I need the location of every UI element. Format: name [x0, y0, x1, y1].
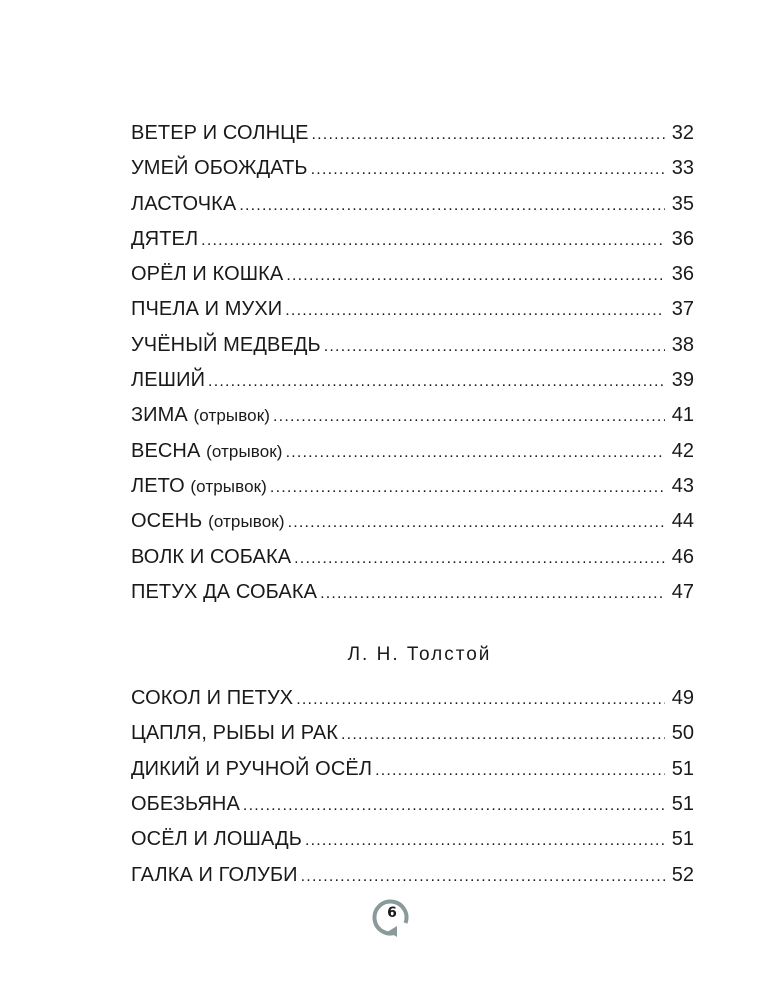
toc-entry — [131, 716, 694, 751]
toc-entry-title-text: ЦАПЛЯ, РЫБЫ И РАК — [131, 722, 339, 745]
toc-entry-title-text: ДЯТЕЛ — [131, 227, 199, 250]
toc-entry-title-text: ОСЁЛ И ЛОШАДЬ — [131, 828, 302, 851]
toc-entry-page: 44 — [671, 510, 694, 533]
toc-entry-title-text: ЛЕШИЙ — [131, 369, 206, 392]
toc-entry-title-text: ГАЛКА И ГОЛУБИ — [131, 863, 298, 886]
toc-entry-title — [131, 363, 205, 398]
toc-entry-title — [131, 716, 338, 751]
toc-entry-page: 47 — [671, 580, 694, 603]
dot-leader — [201, 223, 665, 258]
toc-entry-title-text: ПЕТУХ ДА СОБАКА — [131, 580, 318, 603]
toc-entry-page: 52 — [671, 863, 694, 886]
toc-entry-title-text: УЧЁНЫЙ МЕДВЕДЬ — [131, 333, 321, 356]
toc-entry-title — [131, 222, 198, 257]
toc-entry — [131, 328, 694, 363]
toc-entry-title-text: ОСЕНЬ — [131, 510, 203, 533]
toc-entry-title — [131, 822, 302, 857]
toc-entry — [131, 504, 694, 539]
dot-leader — [270, 470, 665, 505]
toc-entry-title-text: ОБЕЗЬЯНА — [131, 793, 240, 816]
dot-leader — [341, 717, 665, 752]
toc-entry-title — [131, 681, 293, 716]
toc-entry-title — [131, 116, 309, 151]
toc-entry-title-text: ЛАСТОЧКА — [131, 192, 237, 215]
page-number-badge — [372, 896, 412, 938]
dot-leader — [375, 753, 665, 788]
toc-entry-page: 49 — [671, 687, 694, 710]
table-of-contents — [131, 116, 694, 893]
toc-entry — [131, 398, 694, 433]
dot-leader — [286, 258, 665, 293]
toc-entry — [131, 822, 694, 857]
toc-group-2 — [131, 681, 694, 893]
toc-entry — [131, 151, 694, 186]
toc-entry-page: 36 — [671, 263, 694, 286]
toc-entry-page: 43 — [671, 474, 694, 497]
toc-entry-title-text: ВЕСНА — [131, 439, 201, 462]
dot-leader — [296, 682, 665, 717]
toc-entry-page: 39 — [671, 369, 694, 392]
toc-entry — [131, 752, 694, 787]
toc-entry-title-text: ОРЁЛ И КОШКА — [131, 263, 284, 286]
toc-entry-title — [131, 434, 283, 469]
toc-entry — [131, 681, 694, 716]
dot-leader — [288, 505, 665, 540]
toc-entry-title-text: ЛЕТО — [131, 474, 185, 497]
toc-entry-title-text: ЗИМА — [131, 404, 188, 427]
toc-entry-title-text: ВЕТЕР И СОЛНЦЕ — [131, 122, 309, 144]
toc-entry-title — [131, 540, 291, 575]
toc-entry-note: (отрывок) — [193, 406, 271, 426]
toc-entry-title-text: ДИКИЙ И РУЧНОЙ ОСЁЛ — [131, 757, 373, 780]
toc-entry-title — [131, 398, 270, 433]
toc-entry — [131, 858, 694, 893]
toc-entry-title — [131, 575, 317, 610]
toc-entry-title — [131, 752, 372, 787]
toc-entry-page: 51 — [671, 757, 694, 780]
toc-entry-page: 36 — [671, 227, 694, 250]
toc-entry — [131, 116, 694, 151]
toc-entry — [131, 257, 694, 292]
toc-entry-title — [131, 504, 285, 539]
toc-entry-note: (отрывок) — [190, 476, 267, 496]
toc-group-1 — [131, 116, 694, 610]
toc-entry — [131, 575, 694, 610]
toc-entry-title-text: УМЕЙ ОБОЖДАТЬ — [131, 157, 308, 180]
dot-leader — [286, 435, 665, 470]
toc-entry-page: 38 — [671, 333, 694, 356]
dot-leader — [305, 823, 665, 858]
dot-leader — [208, 364, 665, 399]
toc-entry — [131, 540, 694, 575]
toc-entry — [131, 434, 694, 469]
dot-leader — [285, 293, 665, 328]
toc-entry — [131, 292, 694, 327]
toc-entry-title — [131, 187, 236, 222]
toc-entry — [131, 187, 694, 222]
toc-entry — [131, 469, 694, 504]
toc-entry-title — [131, 257, 283, 292]
toc-entry-title — [131, 151, 308, 186]
dot-leader — [239, 188, 665, 223]
toc-entry-title — [131, 787, 240, 822]
toc-entry-page: 42 — [671, 439, 694, 462]
toc-entry-page: 33 — [671, 157, 694, 180]
toc-entry-title-text: СОКОЛ И ПЕТУХ — [131, 687, 294, 710]
toc-entry-title-text: ВОЛК И СОБАКА — [131, 545, 292, 568]
dot-leader — [243, 788, 665, 823]
toc-entry-title — [131, 328, 321, 363]
page-number: 6 — [387, 905, 397, 921]
dot-leader — [320, 576, 665, 611]
dot-leader — [301, 859, 665, 894]
toc-entry-page: 46 — [671, 545, 694, 568]
toc-entry-title-text: ПЧЕЛА И МУХИ — [131, 298, 283, 321]
toc-entry — [131, 363, 694, 398]
section-author-heading: Л. Н. Толстой — [347, 644, 492, 666]
toc-entry-page: 32 — [671, 122, 694, 144]
toc-entry — [131, 222, 694, 257]
toc-entry-note: (отрывок) — [206, 441, 283, 461]
toc-entry-page: 50 — [671, 722, 694, 745]
dot-leader — [324, 329, 665, 364]
toc-entry-title — [131, 469, 267, 504]
toc-entry-page: 35 — [671, 192, 694, 215]
toc-entry-page: 37 — [671, 298, 694, 321]
toc-entry-page: 41 — [671, 404, 694, 427]
toc-entry-title — [131, 292, 282, 327]
dot-leader — [312, 117, 665, 152]
dot-leader — [273, 399, 665, 434]
dot-leader — [311, 152, 665, 187]
dot-leader — [294, 541, 665, 576]
toc-entry-page: 51 — [671, 793, 694, 816]
toc-entry-page: 51 — [671, 828, 694, 851]
toc-entry-note: (отрывок) — [208, 512, 285, 532]
toc-entry — [131, 787, 694, 822]
toc-entry-title — [131, 858, 298, 893]
